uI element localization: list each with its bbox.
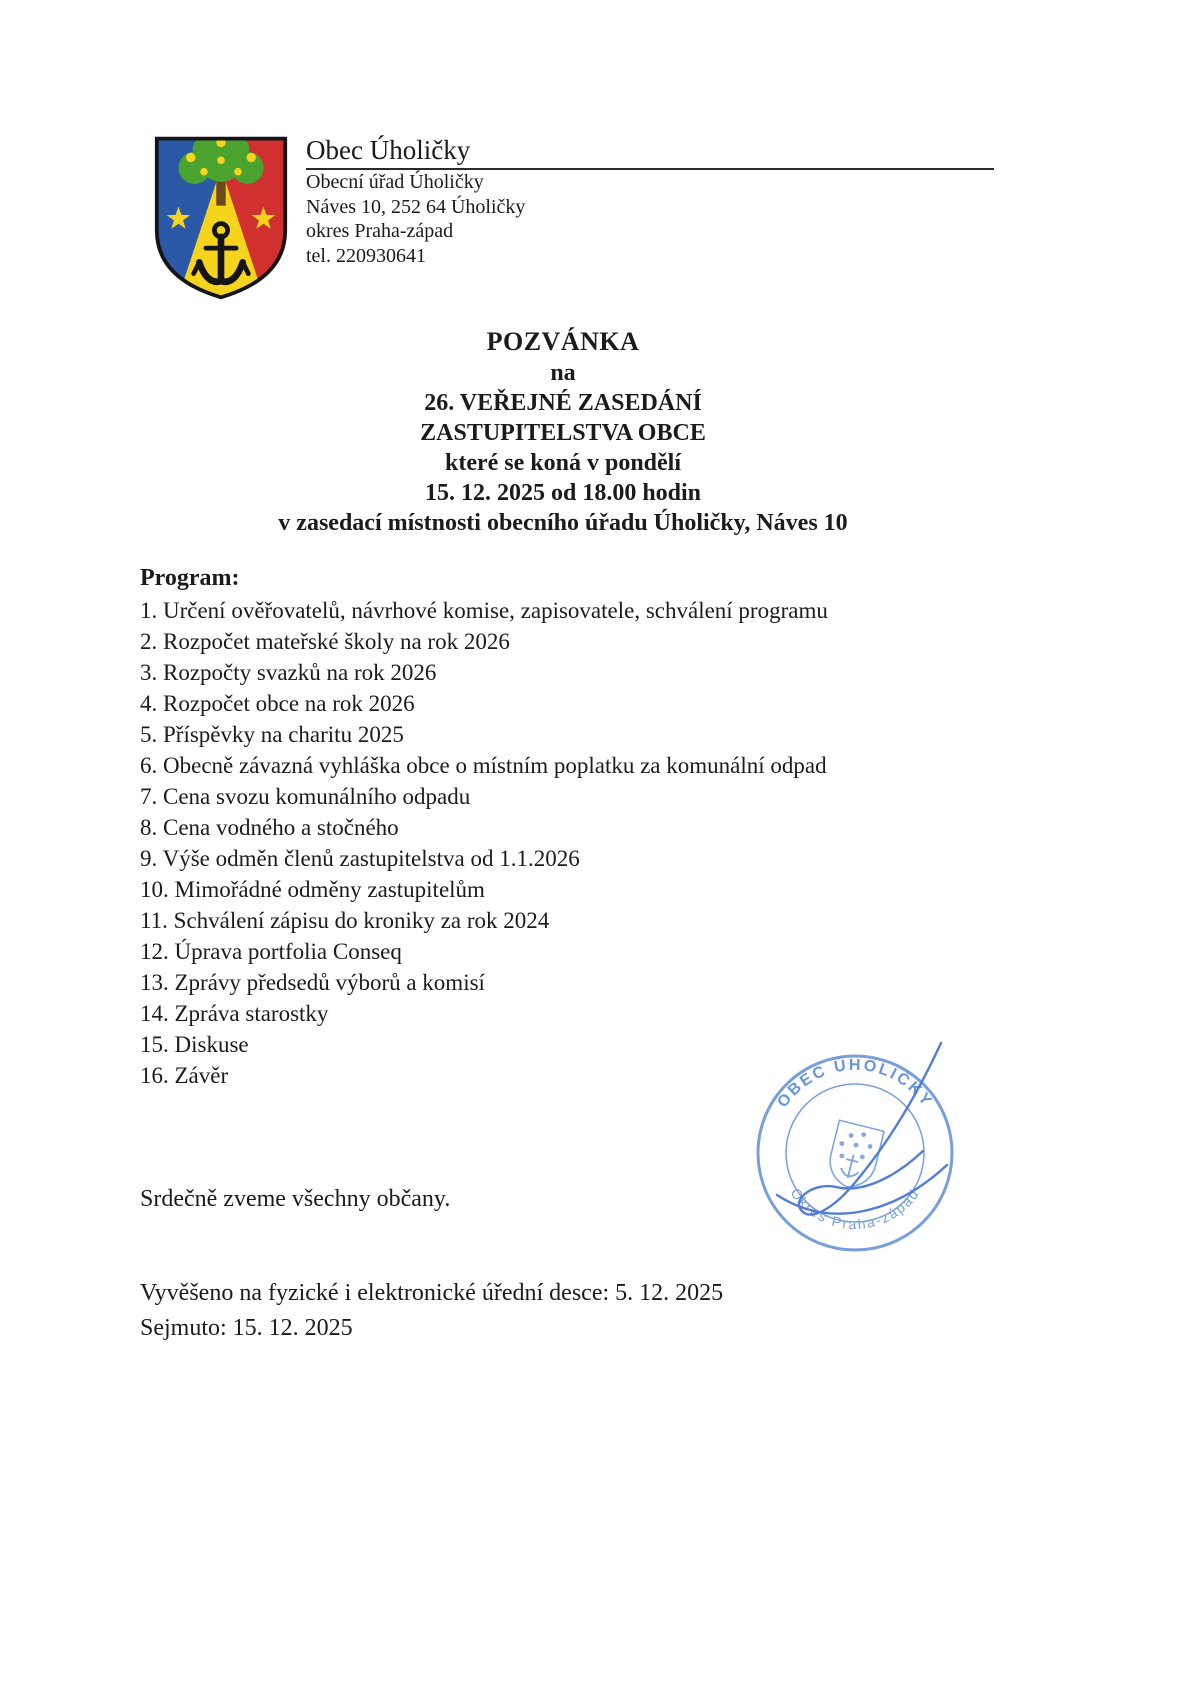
- program-item: 1. Určení ověřovatelů, návrhové komise, zapisovatele, schválení programu: [140, 598, 828, 623]
- org-district: okres Praha-západ: [306, 220, 454, 242]
- program-item: 4. Rozpočet obce na rok 2026: [140, 691, 415, 716]
- letterhead: [148, 132, 994, 302]
- letterhead-text: [306, 132, 994, 268]
- program-item: 6. Obecně závazná vyhláška obce o místním poplatku za komunální odpad: [140, 753, 827, 778]
- stamp-svg: [735, 1033, 975, 1273]
- invitation-line: které se koná v pondělí: [444, 450, 681, 476]
- org-phone: tel. 220930641: [306, 244, 426, 267]
- invitation-line: v zasedací místnosti obecního úřadu Úholičky, Náves 10: [278, 510, 848, 536]
- stamp-top-text: OBEC ÚHOLIČKY: [774, 1056, 936, 1111]
- stamp-bottom-text: Okres Praha-západ: [787, 1184, 923, 1233]
- official-stamp: [735, 1033, 975, 1273]
- program-item: 10. Mimořádné odměny zastupitelům: [140, 877, 485, 902]
- program-item: 2. Rozpočet mateřské školy na rok 2026: [140, 629, 510, 654]
- program-item: 15. Diskuse: [140, 1032, 249, 1057]
- program-item: 12. Úprava portfolia Conseq: [140, 939, 402, 964]
- program-item: 14. Zpráva starostky: [140, 1001, 329, 1026]
- posted-line: Vyvěšeno na fyzické i elektronické úřední desce: 5. 12. 2025: [140, 1280, 724, 1306]
- program-section: [140, 563, 1080, 1091]
- org-address: Náves 10, 252 64 Úholičky: [306, 195, 526, 218]
- removed-line: Sejmuto: 15. 12. 2025: [140, 1315, 353, 1341]
- org-name: Obec Úholičky: [306, 134, 994, 170]
- invitation-line: na: [550, 360, 576, 386]
- coat-of-arms: [148, 132, 294, 302]
- invitation-line: ZASTUPITELSTVA OBCE: [420, 420, 706, 446]
- program-item: 16. Závěr: [140, 1063, 229, 1088]
- program-item: 13. Zprávy předsedů výborů a komisí: [140, 970, 485, 995]
- org-office: Obecní úřad Úholičky: [306, 171, 484, 193]
- program-item: 7. Cena svozu komunálního odpadu: [140, 784, 471, 809]
- invitation-title-block: [140, 326, 986, 538]
- invitation-line: 26. VEŘEJNÉ ZASEDÁNÍ: [424, 390, 702, 416]
- program-item: 9. Výše odměn členů zastupitelstva od 1.1.2026: [140, 846, 580, 871]
- invitation-line: 15. 12. 2025 od 18.00 hodin: [424, 480, 702, 506]
- program-item: 11. Schválení zápisu do kroniky za rok 2024: [140, 908, 550, 933]
- invitation-title: POZVÁNKA: [486, 327, 640, 356]
- program-item: 5. Příspěvky na charitu 2025: [140, 722, 404, 747]
- program-item: 8. Cena vodného a stočného: [140, 815, 399, 840]
- closing-line: Srdečně zveme všechny občany.: [140, 1186, 451, 1212]
- program-heading: Program:: [140, 565, 240, 591]
- program-item: 3. Rozpočty svazků na rok 2026: [140, 660, 437, 685]
